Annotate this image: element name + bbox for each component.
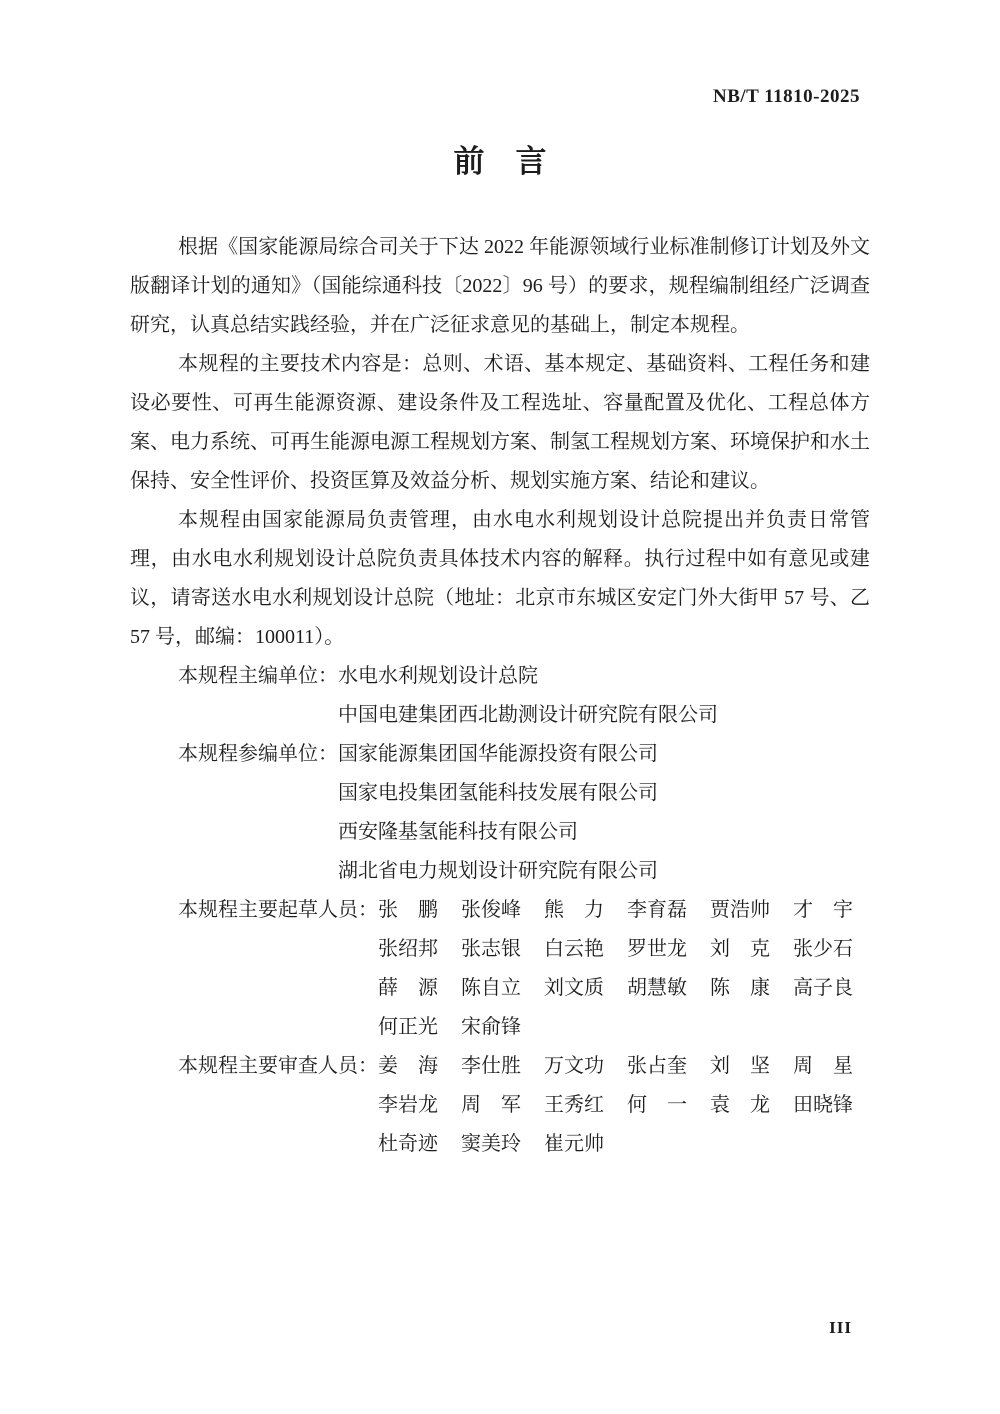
person-name: 刘坚 <box>710 1055 770 1077</box>
person-name: 何正光 <box>378 1016 438 1038</box>
credits-entry <box>130 891 870 1047</box>
person-name: 张占奎 <box>627 1055 687 1077</box>
credits-entry <box>130 657 870 735</box>
person-name: 周军 <box>461 1094 521 1116</box>
person-name: 周星 <box>793 1055 853 1077</box>
person-name-row <box>378 1086 870 1125</box>
organization-name: 国家能源集团国华能源投资有限公司 <box>338 743 658 765</box>
person-name: 胡慧敏 <box>627 977 687 999</box>
organization-name: 湖北省电力规划设计研究院有限公司 <box>338 860 658 882</box>
person-name: 陈康 <box>710 977 770 999</box>
person-name: 窦美玲 <box>461 1133 521 1155</box>
doc-number: NB/T 11810-2025 <box>712 86 860 107</box>
credits-content <box>338 735 870 891</box>
credits-label: 本规程主编单位： <box>178 665 338 687</box>
person-name: 杜奇迹 <box>378 1133 438 1155</box>
credits-label: 本规程主要起草人员： <box>178 899 378 921</box>
credits-content <box>378 891 870 1047</box>
paragraph-basis: 根据《国家能源局综合司关于下达 2022 年能源领域行业标准制修订计划及外文版翻译计划的通知》（国能综通科技〔2022〕96 号）的要求，规程编制组经广泛调查研究，认真总结实践经验，并在广泛征求意见的基础上，制定本规程。 <box>130 236 870 336</box>
person-name: 田晓锋 <box>793 1094 853 1116</box>
person-name-row <box>378 1008 870 1047</box>
person-name: 才宇 <box>793 899 853 921</box>
organization-name: 西安隆基氢能科技有限公司 <box>338 821 578 843</box>
person-name: 袁龙 <box>710 1094 770 1116</box>
person-name: 王秀红 <box>544 1094 604 1116</box>
person-name: 张志银 <box>461 938 521 960</box>
organization-name: 中国电建集团西北勘测设计研究院有限公司 <box>338 704 718 726</box>
person-name-row <box>378 1047 870 1086</box>
credits-sections <box>130 657 870 1164</box>
person-name-row <box>378 930 870 969</box>
person-name: 何一 <box>627 1094 687 1116</box>
person-name: 张俊峰 <box>461 899 521 921</box>
person-name-row <box>378 1125 870 1164</box>
person-name: 刘克 <box>710 938 770 960</box>
paragraph-technical-content: 本规程的主要技术内容是：总则、术语、基本规定、基础资料、工程任务和建设必要性、可再生能源资源、建设条件及工程选址、容量配置及优化、工程总体方案、电力系统、可再生能源电源工程规划方案、制氢工程规划方案、环境保护和水土保持、安全性评价、投资匡算及效益分析、规划实施方案、结论和建议。 <box>130 353 870 492</box>
page-number: III <box>829 1318 852 1337</box>
person-name: 李岩龙 <box>378 1094 438 1116</box>
organization-name: 水电水利规划设计总院 <box>338 665 538 687</box>
person-name: 罗世龙 <box>627 938 687 960</box>
organization-name: 国家电投集团氢能科技发展有限公司 <box>338 782 658 804</box>
person-name: 高子良 <box>793 977 853 999</box>
person-name: 张绍邦 <box>378 938 438 960</box>
paragraph-management: 本规程由国家能源局负责管理，由水电水利规划设计总院提出并负责日常管理，由水电水利规划设计总院负责具体技术内容的解释。执行过程中如有意见或建议，请寄送水电水利规划设计总院（地址：北京市东城区安定门外大街甲 57 号、乙 57 号，邮编：100011）。 <box>130 509 870 648</box>
person-name: 李仕胜 <box>461 1055 521 1077</box>
person-name: 姜海 <box>378 1055 438 1077</box>
person-name: 张少石 <box>793 938 853 960</box>
person-name: 陈自立 <box>461 977 521 999</box>
person-name: 宋俞锋 <box>461 1016 521 1038</box>
person-name-row <box>378 969 870 1008</box>
person-name: 张鹏 <box>378 899 438 921</box>
person-name-row <box>378 891 870 930</box>
credits-entry <box>130 1047 870 1164</box>
credits-entry <box>130 735 870 891</box>
person-name: 薛源 <box>378 977 438 999</box>
credits-content <box>378 1047 870 1164</box>
page-title: 前 言 <box>453 144 547 179</box>
person-name: 熊力 <box>544 899 604 921</box>
credits-content <box>338 657 870 735</box>
person-name: 李育磊 <box>627 899 687 921</box>
person-name: 贾浩帅 <box>710 899 770 921</box>
credits-label: 本规程主要审查人员： <box>178 1055 378 1077</box>
person-name: 崔元帅 <box>544 1133 604 1155</box>
person-name: 刘文质 <box>544 977 604 999</box>
person-name: 万文功 <box>544 1055 604 1077</box>
credits-label: 本规程参编单位： <box>178 743 338 765</box>
foreword-content <box>130 228 870 1164</box>
person-name: 白云艳 <box>544 938 604 960</box>
